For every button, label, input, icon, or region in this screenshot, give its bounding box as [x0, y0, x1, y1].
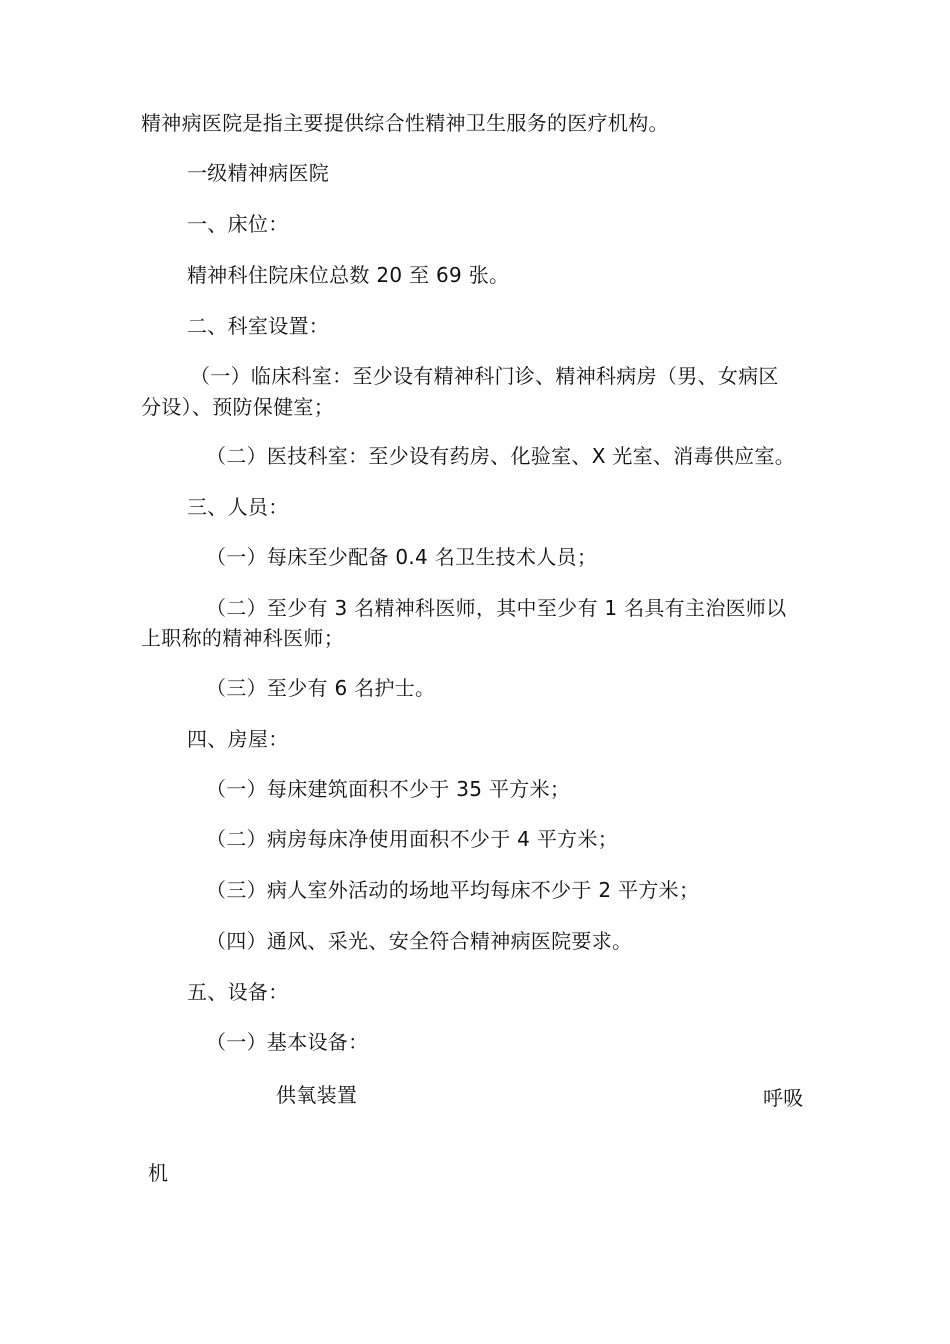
- equipment-oxygen-supply: 供氧装置: [276, 1083, 358, 1107]
- equipment-ventilator-part1: 呼吸: [763, 1086, 804, 1110]
- equipment-ventilator-part2: 机: [148, 1161, 169, 1185]
- basic-equipment-heading: （一）基本设备：: [206, 1030, 369, 1054]
- hospital-level-title: 一级精神病医院: [187, 161, 330, 185]
- staff-heading: 三、人员：: [187, 495, 289, 519]
- clinical-departments-line1: （一）临床科室：至少设有精神科门诊、精神科病房（男、女病区: [190, 364, 779, 388]
- housing-heading: 四、房屋：: [187, 727, 289, 751]
- medtech-departments: （二）医技科室：至少设有药房、化验室、X 光室、消毒供应室。: [206, 444, 796, 468]
- staff-item-2-line1: （二）至少有 3 名精神科医师，其中至少有 1 名具有主治医师以: [206, 596, 787, 620]
- housing-item-2: （二）病房每床净使用面积不少于 4 平方米；: [206, 827, 619, 851]
- staff-item-3: （三）至少有 6 名护士。: [206, 676, 436, 700]
- housing-item-1: （一）每床建筑面积不少于 35 平方米；: [206, 777, 571, 801]
- intro-paragraph: 精神病医院是指主要提供综合性精神卫生服务的医疗机构。: [141, 111, 669, 135]
- departments-heading: 二、科室设置：: [187, 314, 330, 338]
- beds-heading: 一、床位：: [187, 212, 289, 236]
- staff-item-1: （一）每床至少配备 0.4 名卫生技术人员；: [206, 545, 598, 569]
- equipment-heading: 五、设备：: [187, 980, 289, 1004]
- housing-item-3: （三）病人室外活动的场地平均每床不少于 2 平方米；: [206, 878, 700, 902]
- staff-item-2-line2: 上职称的精神科医师；: [141, 626, 344, 650]
- clinical-departments-line2: 分设）、预防保健室；: [141, 395, 334, 419]
- beds-text: 精神科住院床位总数 20 至 69 张。: [187, 263, 510, 287]
- housing-item-4: （四）通风、采光、安全符合精神病医院要求。: [206, 929, 633, 953]
